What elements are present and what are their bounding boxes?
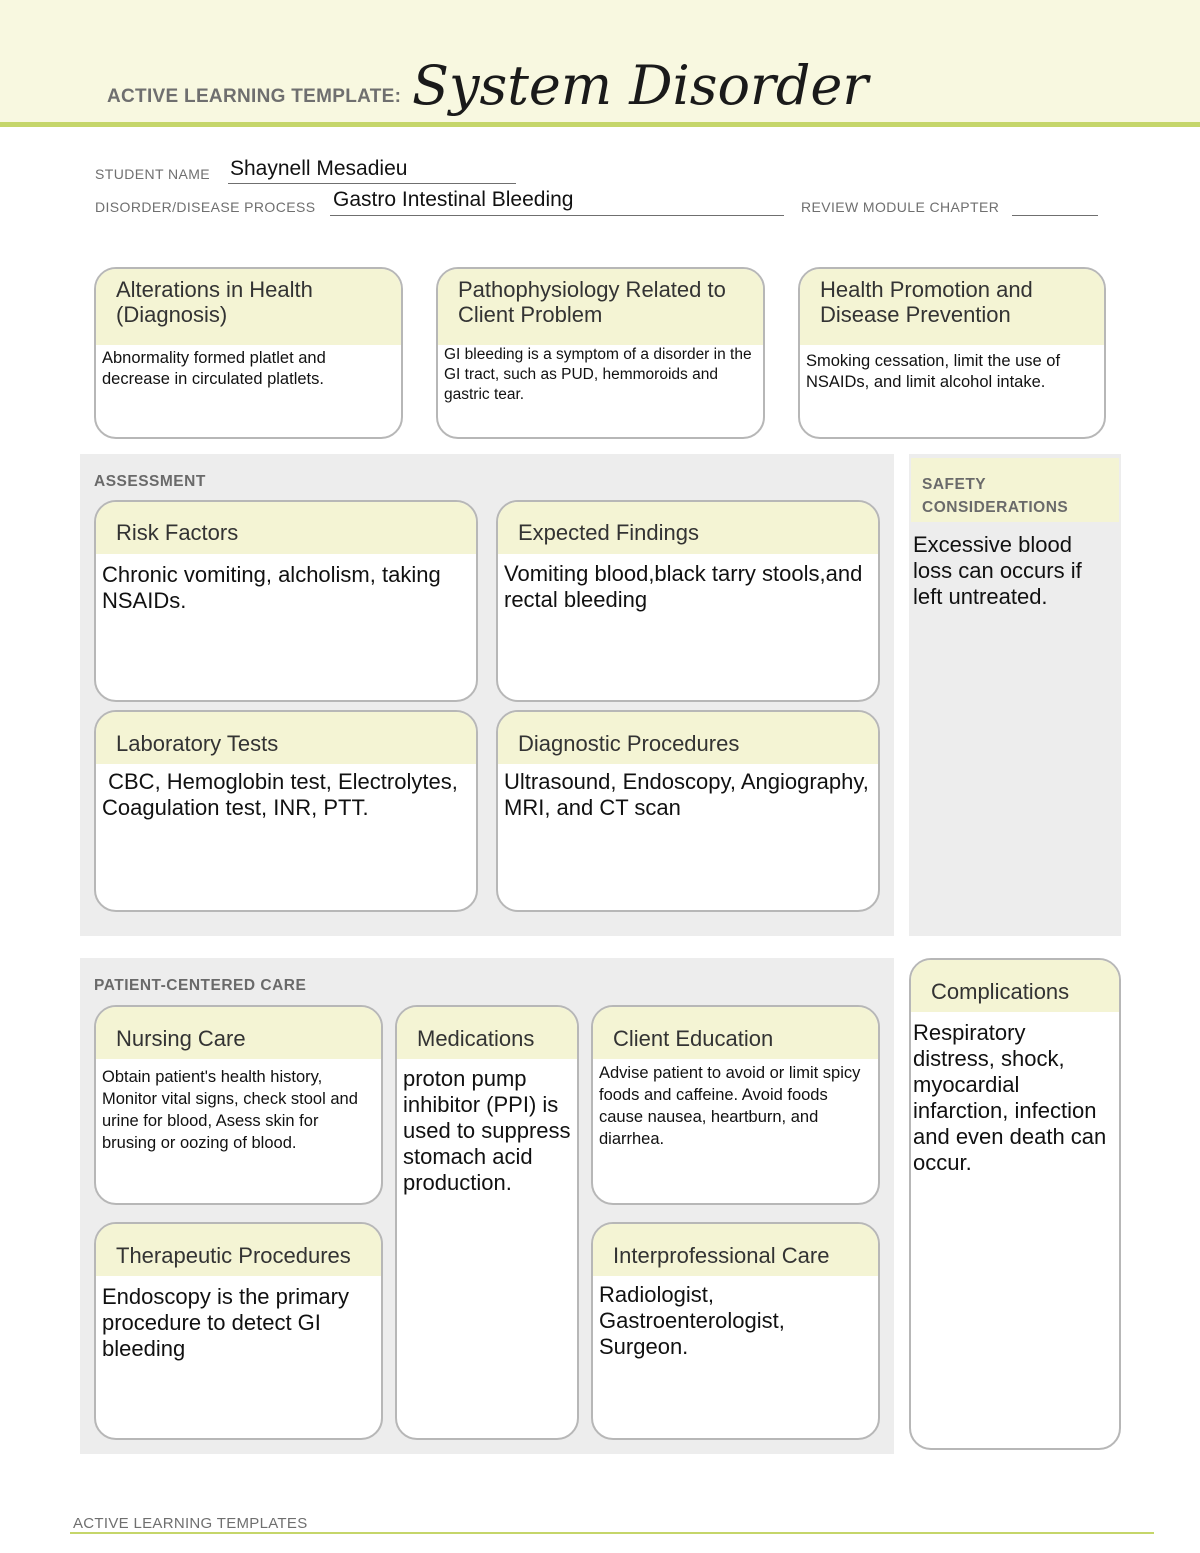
- health-promotion-title: Health Promotion and Disease Prevention: [800, 269, 1104, 345]
- health-promotion-text[interactable]: Smoking cessation, limit the use of NSAIDs, and limit alcohol intake.: [806, 352, 1061, 391]
- interprofessional-care-text[interactable]: Radiologist, Gastroenterologist, Surgeon.: [599, 1282, 785, 1359]
- therapeutic-procedures-text[interactable]: Endoscopy is the primary procedure to detect GI bleeding: [102, 1284, 349, 1361]
- safety-section: [909, 454, 1121, 936]
- interprofessional-care-title: Interprofessional Care: [593, 1224, 878, 1276]
- diagnostic-procedures-card: [496, 710, 880, 912]
- review-chapter-field[interactable]: [1012, 215, 1098, 216]
- review-chapter-label: REVIEW MODULE CHAPTER: [801, 199, 1000, 215]
- medications-text[interactable]: proton pump inhibitor (PPI) is used to suppress stomach acid production.: [403, 1066, 571, 1195]
- alterations-card: [94, 267, 403, 439]
- complications-text[interactable]: Respiratory distress, shock, myocardial infarction, infection and even death can occur.: [913, 1020, 1107, 1175]
- disorder-underline: [330, 215, 784, 216]
- disorder-field[interactable]: Gastro Intestinal Bleeding: [333, 188, 574, 211]
- template-label: ACTIVE LEARNING TEMPLATE:: [107, 86, 402, 107]
- laboratory-tests-title: Laboratory Tests: [96, 712, 476, 764]
- header-divider: [0, 122, 1200, 127]
- client-education-title: Client Education: [593, 1007, 878, 1059]
- diagnostic-procedures-text[interactable]: Ultrasound, Endoscopy, Angiography, MRI, and CT scan: [504, 769, 869, 820]
- assessment-label: ASSESSMENT: [94, 473, 206, 490]
- footer-divider: [70, 1532, 1154, 1534]
- footer-label: ACTIVE LEARNING TEMPLATES: [73, 1515, 308, 1532]
- nursing-care-title: Nursing Care: [96, 1007, 381, 1059]
- client-education-text[interactable]: Advise patient to avoid or limit spicy foods and caffeine. Avoid foods cause nausea, heartburn, and diarrhea.: [599, 1064, 861, 1148]
- safety-text[interactable]: Excessive blood loss can occurs if left untreated.: [913, 532, 1082, 609]
- nursing-care-text[interactable]: Obtain patient's health history, Monitor vital signs, check stool and urine for blood, Asess skin for brusing or oozing of blood.: [102, 1068, 358, 1152]
- expected-findings-title: Expected Findings: [498, 502, 878, 554]
- laboratory-tests-text[interactable]: CBC, Hemoglobin test, Electrolytes, Coagulation test, INR, PTT.: [102, 769, 464, 820]
- complications-title: Complications: [911, 960, 1119, 1012]
- laboratory-tests-card: [94, 710, 478, 912]
- therapeutic-procedures-title: Therapeutic Procedures: [96, 1224, 381, 1276]
- student-name-underline: [228, 183, 516, 184]
- therapeutic-procedures-card: [94, 1222, 383, 1440]
- pathophysiology-card: [436, 267, 765, 439]
- diagnostic-procedures-title: Diagnostic Procedures: [498, 712, 878, 764]
- nursing-care-card: [94, 1005, 383, 1205]
- medications-card: [395, 1005, 579, 1440]
- alterations-text[interactable]: Abnormality formed platlet and decrease in circulated platlets.: [102, 349, 326, 388]
- complications-card: [909, 958, 1121, 1450]
- pathophysiology-text[interactable]: GI bleeding is a symptom of a disorder in the GI tract, such as PUD, hemmoroids and gastric tear.: [444, 346, 752, 403]
- risk-factors-title: Risk Factors: [96, 502, 476, 554]
- disorder-label: DISORDER/DISEASE PROCESS: [95, 199, 316, 215]
- pathophysiology-title: Pathophysiology Related to Client Problem: [438, 269, 763, 345]
- client-education-card: [591, 1005, 880, 1205]
- student-name-field[interactable]: Shaynell Mesadieu: [230, 157, 408, 180]
- alterations-title: Alterations in Health (Diagnosis): [96, 269, 401, 345]
- expected-findings-card: [496, 500, 880, 702]
- risk-factors-text[interactable]: Chronic vomiting, alcholism, taking NSAIDs.: [102, 562, 441, 613]
- safety-title: SAFETY CONSIDERATIONS: [922, 476, 1069, 516]
- student-name-label: STUDENT NAME: [95, 166, 210, 182]
- expected-findings-text[interactable]: Vomiting blood,black tarry stools,and rectal bleeding: [504, 561, 863, 612]
- patient-centered-care-label: PATIENT-CENTERED CARE: [94, 977, 307, 994]
- medications-title: Medications: [397, 1007, 577, 1059]
- health-promotion-card: [798, 267, 1106, 439]
- risk-factors-card: [94, 500, 478, 702]
- interprofessional-care-card: [591, 1222, 880, 1440]
- page-title: System Disorder: [412, 54, 869, 117]
